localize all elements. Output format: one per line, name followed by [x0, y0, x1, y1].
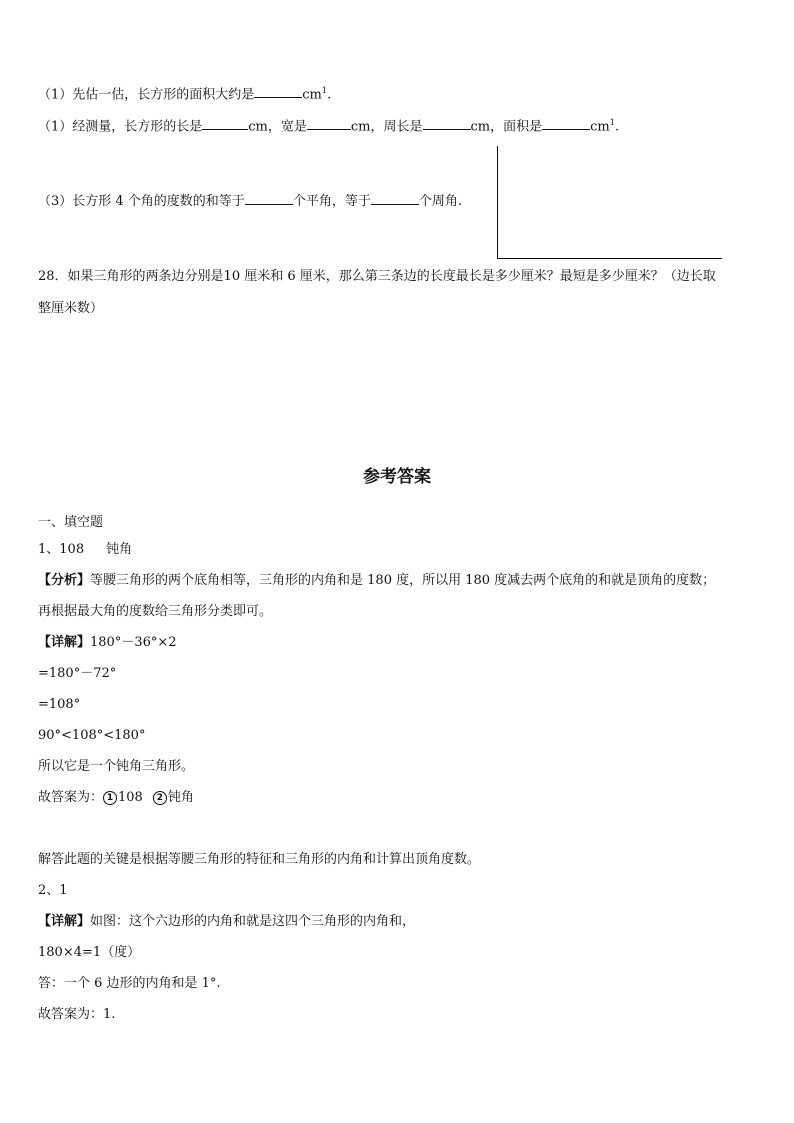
answer-2-answer: 答：一个 6 边形的内角和是 1°. [38, 976, 221, 991]
answer-blank-straight-angles[interactable] [245, 191, 293, 205]
detail-tag: 【详解】 [38, 635, 91, 650]
section-title: 一、填空题 [38, 515, 104, 530]
analysis-text: 等腰三角形的两个底角相等，三角形的内角和是 180 度，所以用 180 度减去两个底角的和就是顶角的度数； [90, 573, 716, 588]
analysis-line2: 再根据最大角的度数给三角形分类即可。 [38, 604, 273, 619]
answer-number: 1、108 [38, 542, 85, 557]
question-text: 个平角，等于 [292, 194, 371, 209]
conclusion: 所以它是一个钝角三角形。 [38, 759, 195, 774]
calc-step-2: =108° [38, 697, 81, 712]
question-angles [38, 191, 462, 211]
answer-2-final: 故答案为：1. [38, 1007, 116, 1022]
analysis-line1 [38, 572, 715, 590]
answer-2-detail [38, 913, 415, 931]
question-text: 个周角. [418, 194, 462, 209]
answer-blank-perimeter[interactable] [423, 116, 471, 130]
detail-text: 180°－36°×2 [90, 635, 177, 650]
final-prefix: 故答案为： [38, 790, 104, 805]
key-note: 解答此题的关键是根据等腰三角形的特征和三角形的内角和计算出顶角度数。 [38, 852, 481, 867]
analysis-tag: 【分析】 [38, 573, 91, 588]
answer-blank-area[interactable] [542, 116, 590, 130]
question-area-estimate [38, 82, 331, 104]
question-measure [38, 114, 619, 136]
answer-blank[interactable] [254, 84, 302, 98]
answers-heading: 参考答案 [363, 467, 431, 487]
question-text: （1）经测量，长方形的长是 [38, 119, 203, 135]
unit-text: cm，周长是 [350, 119, 423, 135]
punctuation: . [326, 87, 332, 103]
question-28-line2: 整厘米数） [38, 301, 104, 316]
answer-value: 钝角 [106, 542, 133, 557]
detail-text: 如图：这个六边形的内角和就是这四个三角形的内角和， [90, 914, 416, 929]
unit-text: cm，面积是 [470, 119, 543, 135]
question-28-line1: 28．如果三角形的两条边分别是10 厘米和 6 厘米，那么第三条边的长度最长是多少厘米？最短是多少厘米？（边长取 [38, 269, 716, 284]
calc-step-1: =180°－72° [38, 666, 117, 681]
detail-tag: 【详解】 [38, 914, 91, 929]
circled-number-2: 2 [153, 791, 167, 805]
unit-text: cm [590, 119, 610, 135]
question-text: （3）长方形 4 个角的度数的和等于 [38, 194, 245, 209]
answer-1-header [38, 541, 132, 559]
answer-blank-full-angles[interactable] [371, 191, 419, 205]
unit-superscript: 1 [609, 118, 615, 127]
final-value-1: 108 [118, 790, 143, 805]
unit-text: cm，宽是 [248, 119, 307, 135]
final-answer-1 [38, 789, 194, 807]
circled-number-1: 1 [103, 791, 117, 805]
punctuation: . [614, 119, 619, 135]
question-text: （1）先估一估，长方形的面积大约是 [38, 87, 255, 103]
rectangle-corner-figure [497, 146, 722, 259]
detail-line [38, 634, 177, 652]
answer-2-calc: 180×4=1（度） [38, 945, 141, 960]
unit-text: cm [302, 87, 322, 103]
final-value-2: 钝角 [167, 790, 194, 805]
answer-blank-width[interactable] [307, 116, 351, 130]
unit-superscript: 1 [321, 86, 327, 95]
answer-blank-length[interactable] [202, 116, 248, 130]
answer-2-header: 2、1 [38, 883, 68, 898]
calc-step-3: 90°<108°<180° [38, 728, 146, 743]
